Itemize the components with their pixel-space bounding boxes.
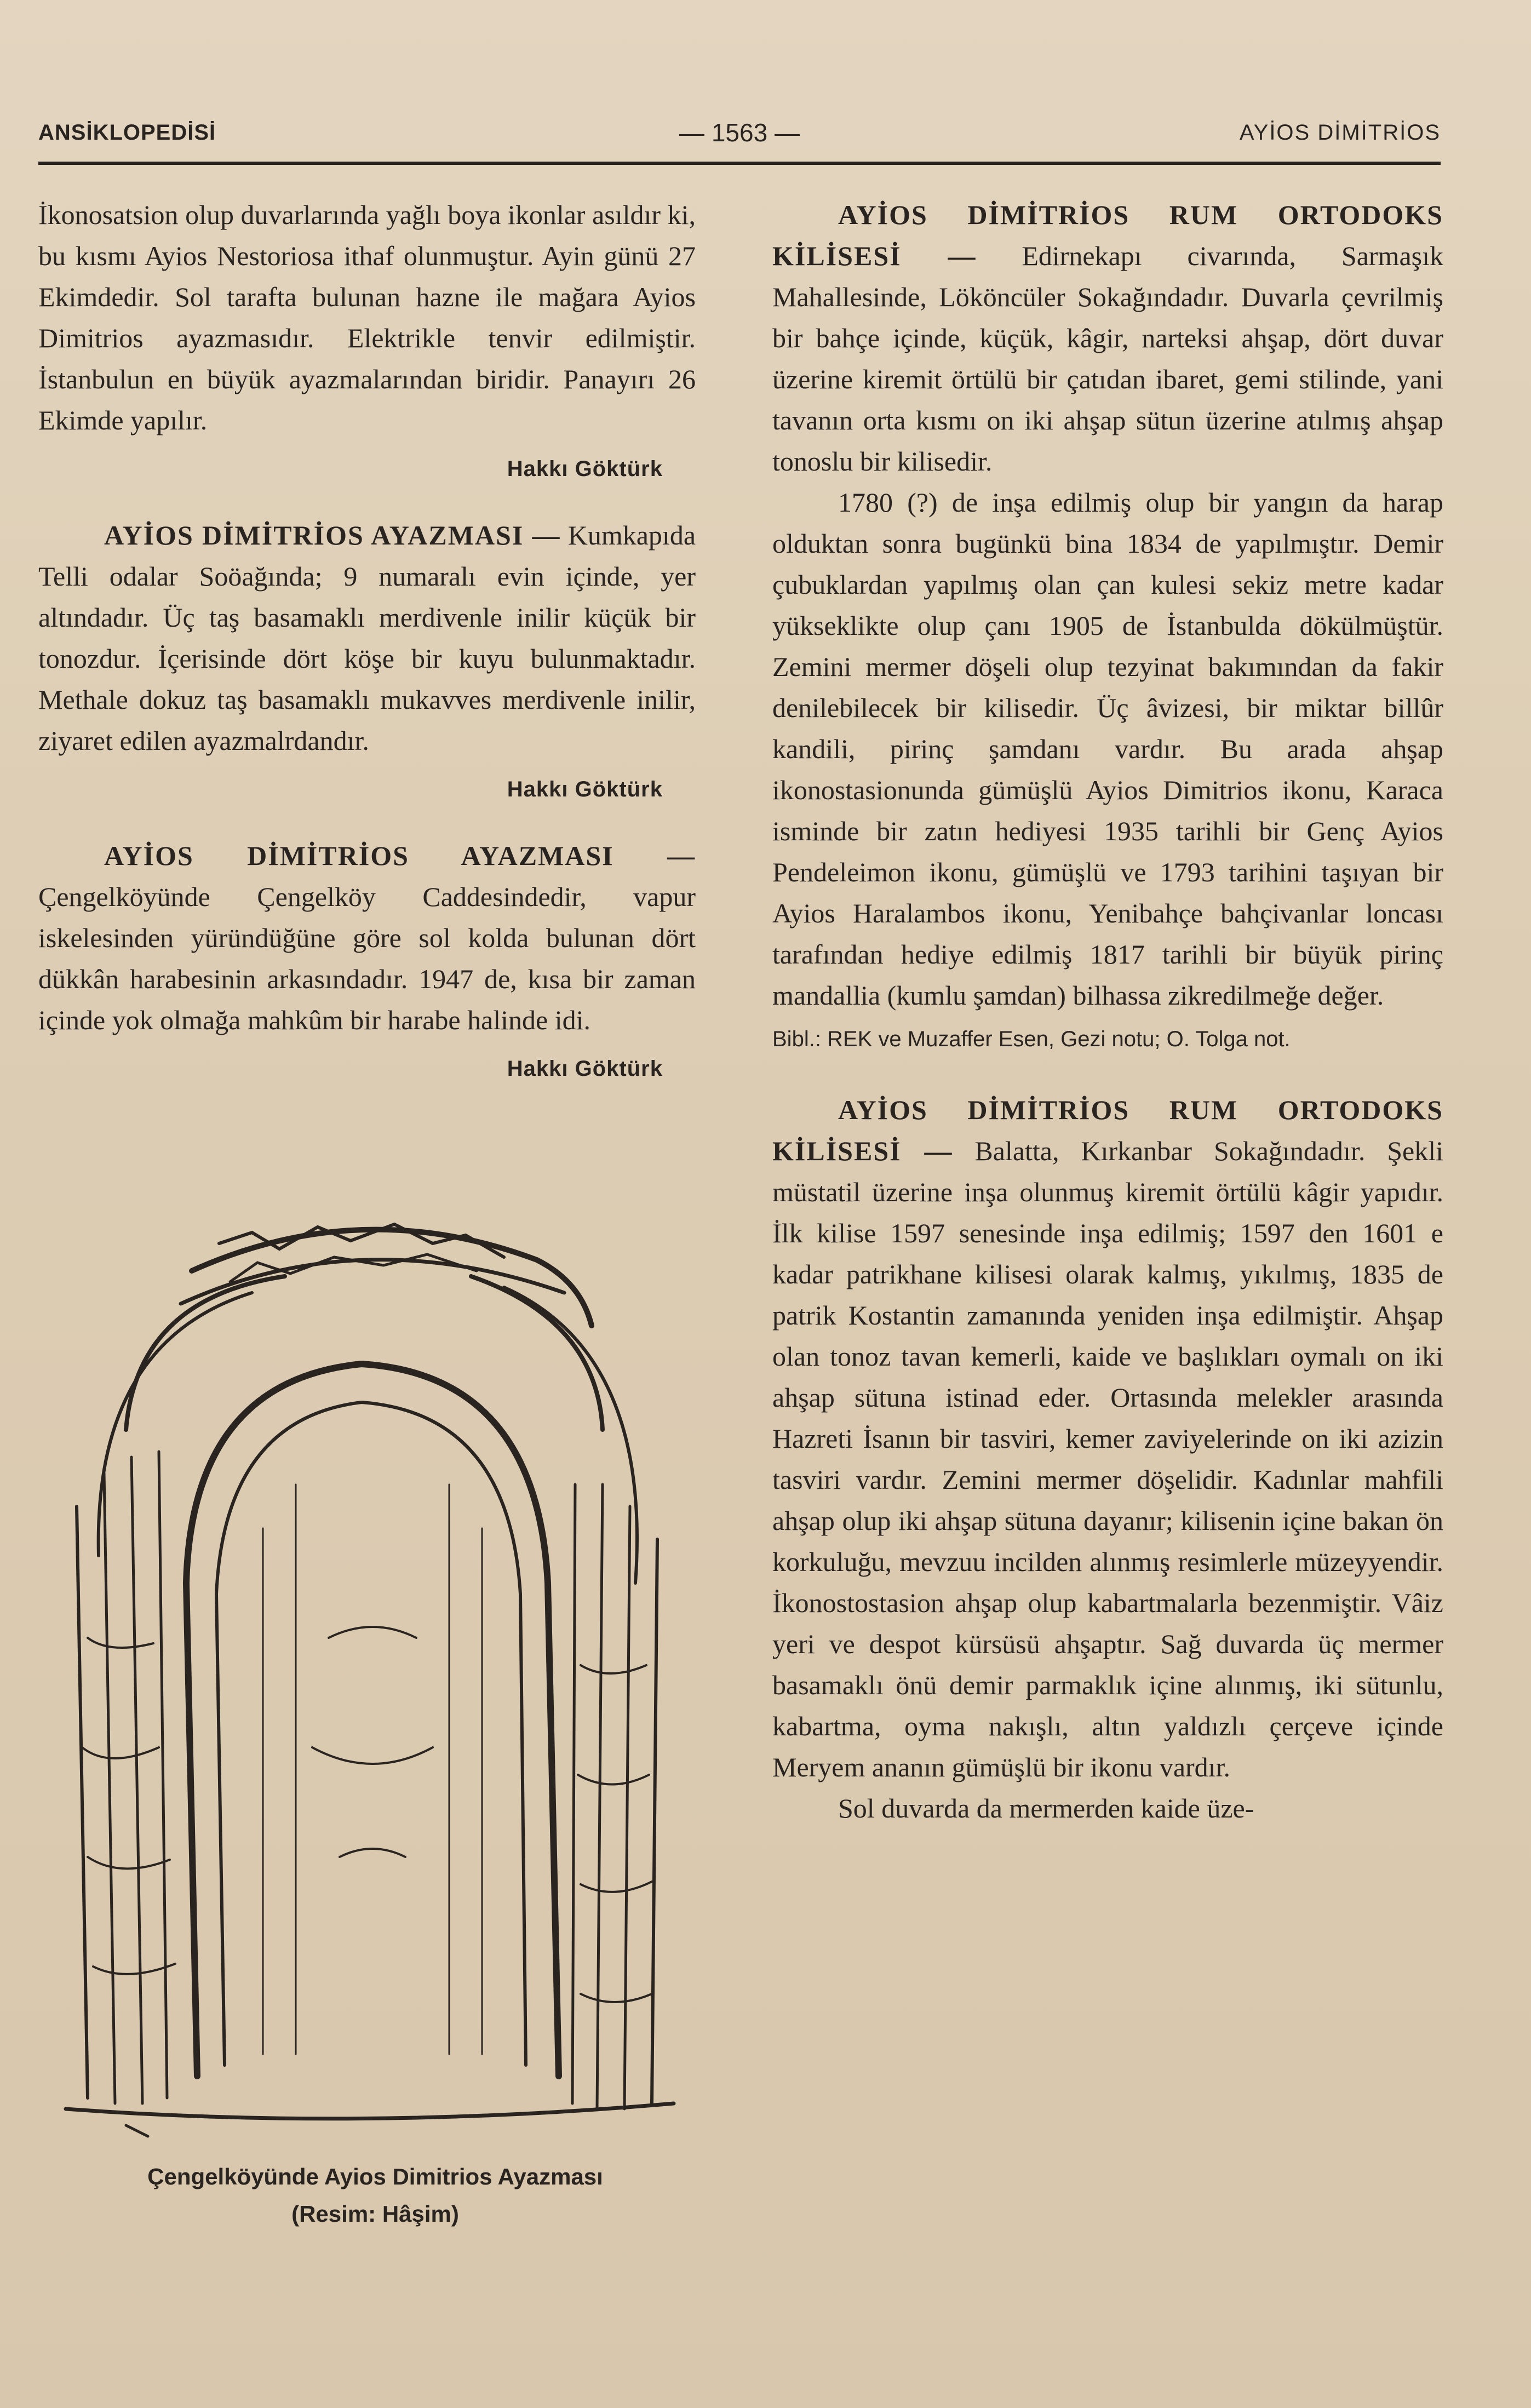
running-header xyxy=(38,112,1441,162)
right-column xyxy=(772,194,1443,1829)
caption-credit: (Resim: Hâşim) xyxy=(291,2201,459,2227)
article-paragraph: Sol duvarda da mermerden kaide üze- xyxy=(838,1793,1254,1824)
article-title: AYİOS DİMİTRİOS RUM ORTODOKS KİLİSESİ — xyxy=(772,199,1443,271)
article-signature: Hakkı Göktürk xyxy=(507,777,663,801)
article-body: Balatta, Kırkanbar Sokağındadır. Şekli müstatil üzerine inşa olunmuş kiremit örtülü kâgir yapıdır. İlk kilise 1597 senesinde inşa edilmiş; 1597 den 1601 e kadar patrikhane kilisesi olarak kalmış, yıkılmış, 1835 de patrik Kostantin zamanında yeniden inşa edilmiştir. Ahşap olan tonoz tavan kemerli, kaide ve başlıkları oymalı on iki ahşap sütuna istinad eder. Ortasında melekler arasında Hazreti İsanın bir tasviri, kemer zaviyelerinde on iki azizin tasviri vardır. Zemini mermer döşelidir. Kadınlar mahfili ahşap olup iki ahşap sütuna dayanır; kilisenin içine bakan ön korkuluğu, mevzuu incilden alınmış resimlerle müzeyyendir. İkonostostasion ahşap olup kabartmalarla bezenmiştir. Vâiz yeri ve despot kürsüsü ahşaptır. Sağ duvarda üç mermer basamaklı önü demir parmaklık içine alınmış, iki sütunlu, kabartma, oyma nakışlı, altın yaldızlı çerçeve içinde Meryem ananın gümüşlü bir ikonu vardır. xyxy=(772,1136,1444,1782)
page-number: — 1563 — xyxy=(679,118,800,147)
ayazma-illustration xyxy=(55,1200,685,2147)
intro-paragraph: İkonosatsion olup duvarlarında yağlı boya ikonlar asıldır ki, bu kısmı Ayios Nestoriosa ithaf olunmuştur. Ayin günü 27 Ekimdedir. Sol tarafta bulunan hazne ile mağara Ayios Dimitrios ayazmasıdır. Elektrikle tenvir edilmiştir. İstanbulun en büyük ayazmalarından biridir. Panayırı 26 Ekimde yapılır. xyxy=(38,199,696,435)
article-signature: Hakkı Göktürk xyxy=(507,1057,663,1081)
article-title: AYİOS DİMİTRİOS AYAZMASI — xyxy=(104,520,561,551)
article-body: Kumkapıda Telli odalar Soöağında; 9 numaralı evin içinde, yer altındadır. Üç taş basamaklı merdivenle inilir küçük bir tonozdur. İçerisinde dört köşe bir kuyu bulunmaktadır. Methale dokuz taş basamaklı mukavves merdivenle inilir, ziyaret edilen ayazmalrdandır. xyxy=(38,520,696,756)
figure-caption xyxy=(38,2158,712,2233)
article-title: AYİOS DİMİTRİOS RUM ORTODOKS KİLİSESİ — xyxy=(772,1094,1443,1166)
article-kilisesi-edirnekapi xyxy=(772,194,1443,482)
header-rule xyxy=(38,162,1441,165)
caption-title: Çengelköyünde Ayios Dimitrios Ayazması xyxy=(147,2164,603,2189)
intro-signature: Hakkı Göktürk xyxy=(507,457,663,481)
article-body: Edirnekapı civarında, Sarmaşık Mahallesinde, Lököncüler Sokağındadır. Duvarla çevrilmiş bir bahçe içinde, küçük, kâgir, narteksi ahşap, dört duvar üzerine kiremit örtülü bir çatıdan ibaret, gemi stilinde, yani tavanın orta kısmı on iki ahşap sütun üzerine atılmış ahşap tonoslu bir kilisedir. xyxy=(772,240,1443,477)
article-body: Çengelköyünde Çengelköy Caddesindedir, vapur iskelesinden yüründüğüne göre sol kolda bulunan dört dükkân harabesinin arkasındadır. 1947 de, kısa bir zaman içinde yok olmağa mahkûm bir harabe halinde idi. xyxy=(38,881,696,1035)
header-right: AYİOS DİMİTRİOS xyxy=(1239,121,1441,145)
header-left: ANSİKLOPEDİSİ xyxy=(38,121,216,145)
arch-sketch xyxy=(55,1200,685,2147)
bibliography: Bibl.: REK ve Muzaffer Esen, Gezi notu; O. Tolga not. xyxy=(772,1027,1291,1051)
left-column xyxy=(38,194,696,1115)
article-paragraph: 1780 (?) de inşa edilmiş olup bir yangın da harap olduktan sonra bugünkü bina 1834 de yapılmıştır. Demir çubuklardan yapılmış olan çan kulesi sekiz metre kadar yükseklikte olup çanı 1905 de İstanbulda dökülmüştür. Zemini mermer döşeli olup tezyinat bakımından da fakir denilebilecek bir kilisedir. Üç âvizesi, bir miktar billûr kandili, pirinç şamdanı vardır. Bu arada ahşap ikonostasionunda gümüşlü Ayios Dimitrios ikonu, Karaca isminde bir zatın hediyesi 1935 tarihli bir Genç Ayios Pendeleimon ikonu, gümüşlü ve 1793 tarihini taşıyan bir Ayios Haralambos ikonu, Yenibahçe bahçivanlar loncası tarafından hediye edilmiş 1817 tarihli bir büyük pirinç mandallia (kumlu şamdan) bilhassa zikredilmeğe değer. xyxy=(772,487,1443,1011)
article-title: AYİOS DİMİTRİOS AYAZMASI — xyxy=(104,840,696,871)
article-ayazmasi-kumkapi xyxy=(38,515,696,761)
article-kilisesi-balat xyxy=(772,1090,1443,1788)
article-ayazmasi-cengelkoy xyxy=(38,835,696,1041)
